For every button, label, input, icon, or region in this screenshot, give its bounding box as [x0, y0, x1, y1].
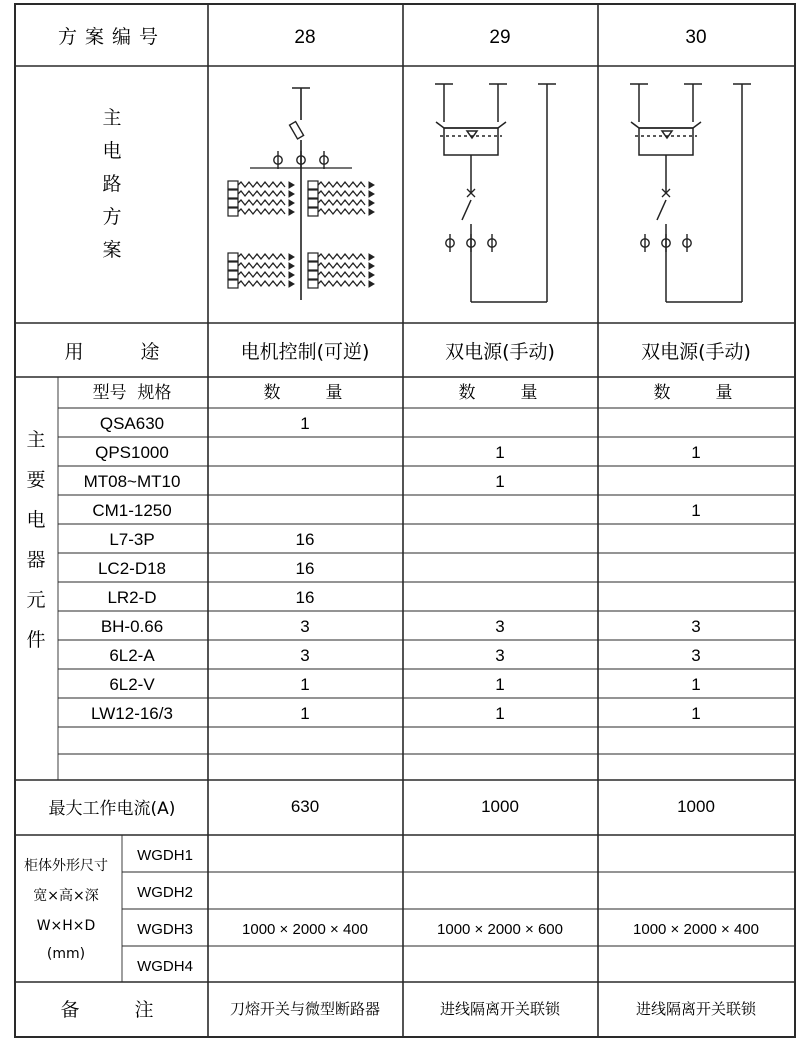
scheme-number-28: 28	[294, 27, 316, 48]
dimension-value: 1000 × 2000 × 600	[437, 921, 563, 938]
component-model: QSA630	[99, 414, 165, 433]
component-qty: 1	[300, 414, 310, 433]
components-group-char: 主	[26, 429, 46, 451]
usage-label-char: 途	[140, 341, 160, 363]
components-group-char: 器	[26, 549, 46, 571]
components-group-char: 要	[26, 469, 46, 491]
circuit-label	[102, 107, 121, 261]
remarks-value: 进线隔离开关联锁	[439, 1000, 561, 1018]
component-qty: 3	[495, 646, 505, 665]
scheme-number-29: 29	[489, 27, 511, 48]
qty-header-char: 数	[458, 383, 476, 403]
circuit-label-char: 主	[102, 107, 122, 129]
circuit-diagram-28	[228, 88, 374, 300]
current-value: 1000	[481, 797, 519, 816]
remarks-value: 刀熔开关与微型断路器	[229, 1000, 381, 1018]
component-qty: 3	[691, 617, 701, 636]
component-qty: 16	[295, 559, 315, 578]
component-row	[109, 646, 700, 665]
circuit-label-char: 案	[102, 239, 122, 261]
current-label: 最大工作电流(A)	[48, 799, 176, 819]
component-model: LC2-D18	[97, 559, 167, 578]
circuit-label-char: 路	[102, 173, 122, 195]
component-rows	[84, 414, 701, 723]
header-label: 方案编号	[57, 26, 167, 48]
component-model: MT08~MT10	[83, 472, 181, 491]
component-qty: 1	[691, 675, 701, 694]
component-row	[100, 414, 310, 433]
usage-value: 双电源(手动)	[641, 341, 751, 363]
qty-header-char: 数	[263, 383, 281, 403]
dimensions-label-line: (mm)	[46, 946, 86, 962]
component-qty: 3	[300, 617, 310, 636]
dimension-value: 1000 × 2000 × 400	[242, 921, 368, 938]
qty-header-char: 数	[653, 383, 671, 403]
usage-label-char: 用	[64, 341, 84, 363]
component-row	[91, 704, 701, 723]
component-qty: 1	[300, 704, 310, 723]
dimension-row	[137, 921, 759, 938]
component-qty: 3	[300, 646, 310, 665]
dimension-row	[137, 958, 193, 975]
component-row	[101, 617, 701, 636]
circuit-label-char: 方	[102, 206, 122, 228]
remarks-value: 进线隔离开关联锁	[635, 1000, 757, 1018]
dimensions-label	[24, 857, 108, 962]
component-row	[109, 675, 700, 694]
component-model: LW12-16/3	[91, 704, 173, 723]
component-qty: 1	[691, 443, 701, 462]
dimension-value: 1000 × 2000 × 400	[633, 921, 759, 938]
component-qty: 3	[691, 646, 701, 665]
component-model: L7-3P	[109, 530, 155, 549]
spec-header: 型号 规格	[92, 383, 172, 403]
component-qty: 1	[300, 675, 310, 694]
dimensions-label-line: W×H×D	[36, 918, 96, 934]
component-row	[92, 501, 700, 520]
component-qty: 1	[495, 675, 505, 694]
dimensions-label-line: 宽×高×深	[33, 888, 99, 904]
qty-header-28	[264, 383, 343, 403]
dimension-model: WGDH1	[137, 847, 193, 864]
component-qty: 1	[691, 704, 701, 723]
dimension-row	[137, 884, 193, 901]
component-qty: 16	[295, 530, 315, 549]
circuit-diagram-30	[630, 84, 751, 302]
dimension-model: WGDH2	[137, 884, 193, 901]
component-model: 6L2-A	[109, 646, 155, 665]
component-row	[109, 530, 314, 549]
component-qty: 1	[495, 704, 505, 723]
components-group-char: 件	[26, 629, 46, 651]
components-group-char: 元	[26, 589, 46, 611]
usage-value: 双电源(手动)	[445, 341, 555, 363]
circuit-label-char: 电	[102, 140, 122, 162]
circuit-diagram-29	[435, 84, 556, 302]
dimension-row	[137, 847, 193, 864]
table-grid	[15, 4, 795, 1037]
component-qty: 16	[295, 588, 315, 607]
component-model: LR2-D	[107, 588, 157, 607]
qty-header-29	[459, 383, 538, 403]
component-qty: 1	[495, 472, 505, 491]
component-model: BH-0.66	[100, 617, 164, 636]
dimension-rows	[137, 847, 759, 975]
current-value: 630	[290, 797, 320, 816]
dimension-model: WGDH3	[137, 921, 193, 938]
component-row	[84, 472, 505, 491]
component-row	[95, 443, 701, 462]
scheme-number-30: 30	[685, 27, 707, 48]
dimension-model: WGDH4	[137, 958, 193, 975]
component-row	[98, 559, 314, 578]
qty-header-char: 量	[520, 383, 538, 403]
component-model: QPS1000	[95, 443, 169, 462]
dimensions-label-line: 柜体外形尺寸	[24, 858, 108, 874]
usage-value: 电机控制(可逆)	[240, 341, 370, 363]
qty-header-char: 量	[715, 383, 733, 403]
remarks-label-char: 注	[134, 999, 154, 1021]
component-row	[107, 588, 314, 607]
components-group-char: 电	[26, 509, 46, 531]
current-value: 1000	[677, 797, 715, 816]
qty-header-char: 量	[325, 383, 343, 403]
component-qty: 1	[495, 443, 505, 462]
component-model: 6L2-V	[109, 675, 155, 694]
remarks-label-char: 备	[60, 999, 80, 1021]
component-qty: 3	[495, 617, 505, 636]
component-qty: 1	[691, 501, 701, 520]
qty-header-30	[654, 383, 733, 403]
components-group-label	[26, 429, 45, 651]
component-model: CM1-1250	[92, 501, 172, 520]
